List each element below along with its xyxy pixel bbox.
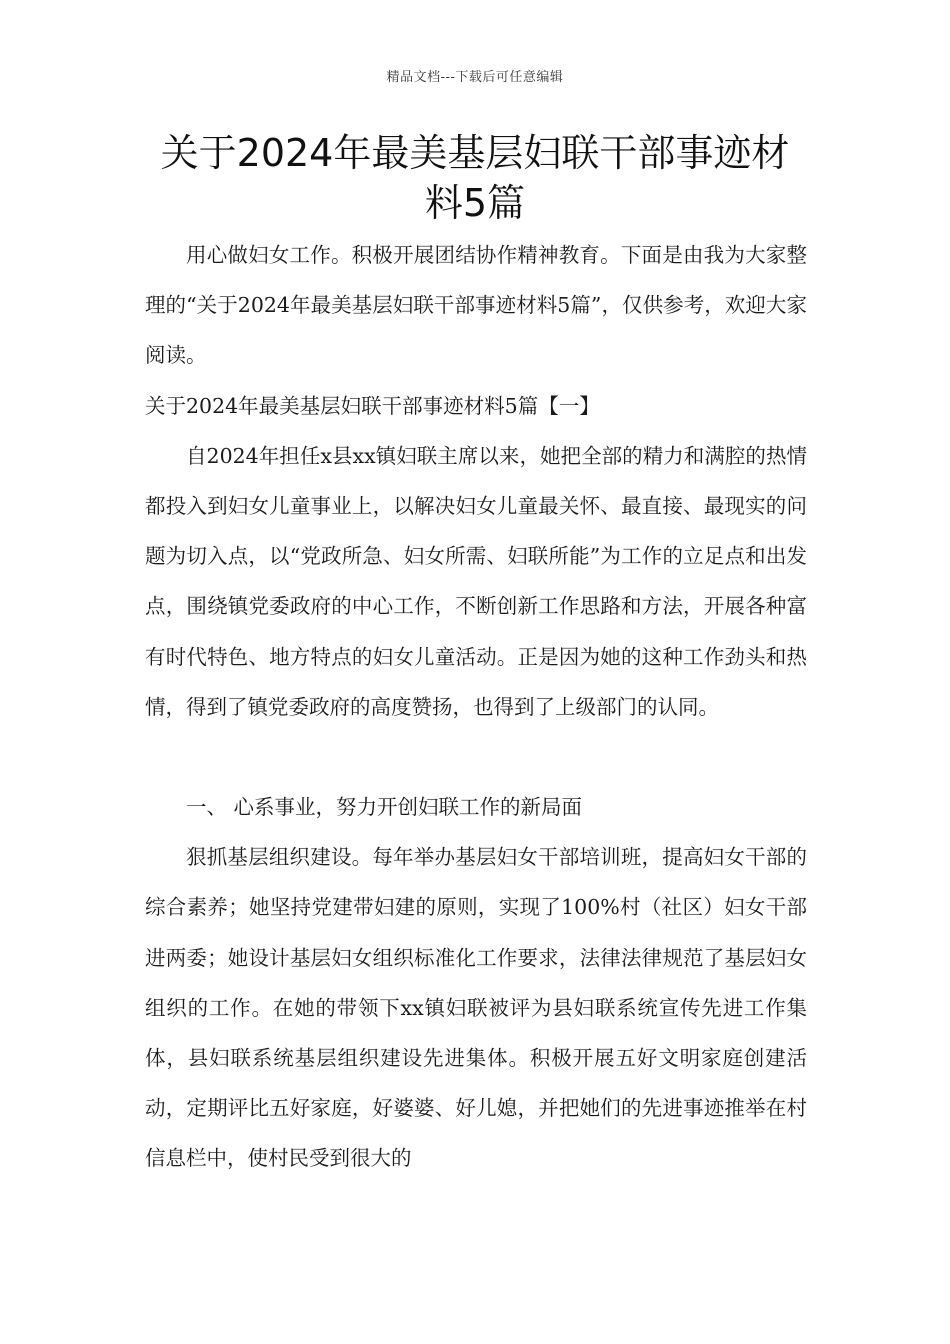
section-heading-1: 一、 心系事业，努力开创妇联工作的新局面 [186, 795, 583, 820]
header-note: 精品文档---下载后可任意编辑 [386, 70, 564, 85]
body-paragraph-2: 狠抓基层组织建设。每年举办基层妇女干部培训班，提高妇女干部的综合素养；她坚持党建带妇建的原则，实现了100%村（社区）妇女干部进两委；她设计基层妇女组织标准化工作要求，法律法律规范了基层妇女组织的工作。在她的带领下xx镇妇联被评为县妇联系统宣传先进工作集体，县妇联系统基层组织建设先进集体。积极开展五好文明家庭创建活动，定期评比五好家庭，好婆婆、好儿媳，并把她们的先进事迹推举在村信息栏中，使村民受到很大的 [145, 845, 807, 1171]
document-body [145, 230, 807, 1184]
part-heading: 关于2024年最美基层妇联干部事迹材料5篇【一】 [145, 393, 600, 418]
body-paragraph-1: 自2024年担任x县xx镇妇联主席以来，她把全部的精力和满腔的热情都投入到妇女儿童事业上，以解决妇女儿童最关怀、最直接、最现实的问题为切入点，以“党政所急、妇女所需、妇联所能”为工作的立足点和出发点，围绕镇党委政府的中心工作，不断创新工作思路和方法，开展各种富有时代特色、地方特点的妇女儿童活动。正是因为她的这种工作劲头和热情，得到了镇党委政府的高度赞扬，也得到了上级部门的认同。 [145, 443, 807, 719]
document-title: 关于2024年最美基层妇联干部事迹材料5篇 [160, 131, 790, 225]
intro-paragraph: 用心做妇女工作。积极开展团结协作精神教育。下面是由我为大家整理的“关于2024年最美基层妇联干部事迹材料5篇”，仅供参考，欢迎大家阅读。 [145, 243, 807, 368]
paragraph-spacer [145, 732, 807, 782]
